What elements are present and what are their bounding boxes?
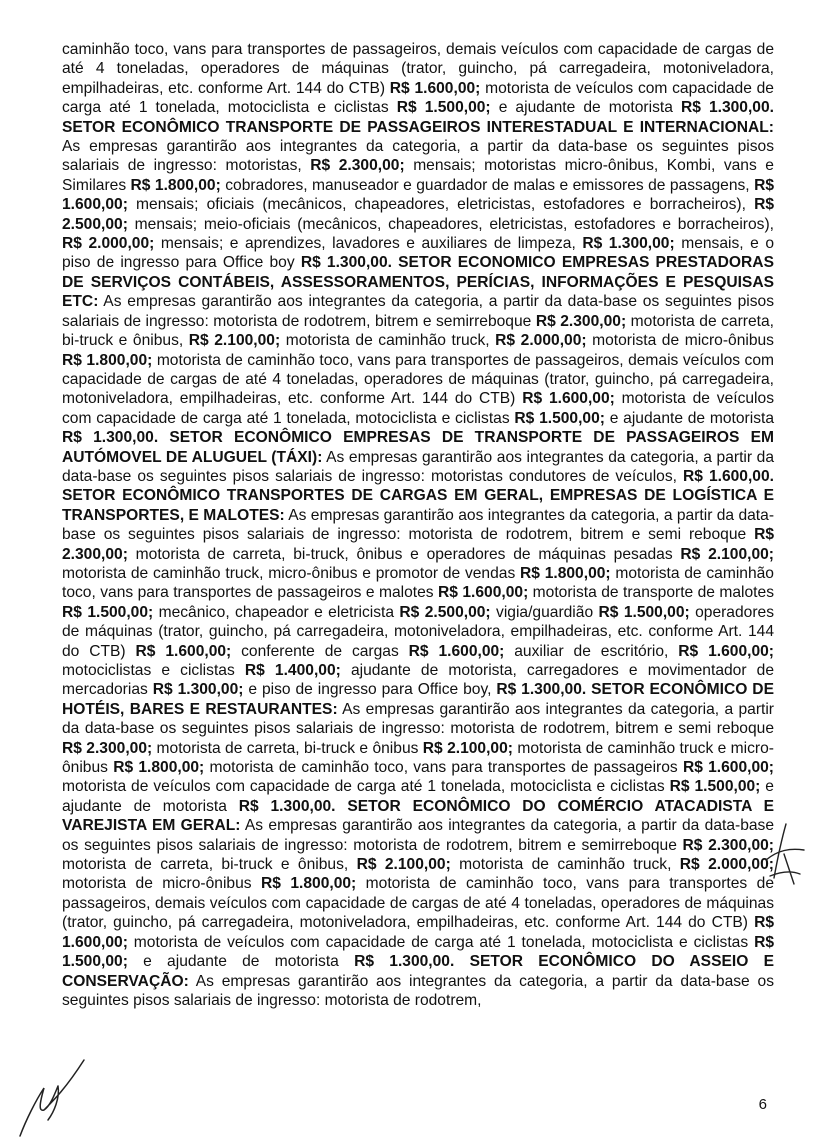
text-segment: conferente de cargas: [231, 642, 409, 660]
text-segment: mensais; meio-oficiais (mecânicos, chapeadores, eletricistas, estofadores e borracheiros),: [127, 215, 774, 233]
bold-text-segment: R$ 1.500,00;: [396, 99, 491, 117]
bold-text-segment: R$ 1.600,00;: [389, 79, 481, 97]
text-segment: motorista de veículos com capacidade de carga até 1 tonelada, motociclista e ciclistas: [62, 778, 670, 796]
bold-text-segment: R$ 1.600,00;: [682, 759, 774, 777]
bold-text-segment: SETOR ECONÔMICO DE HOTÉIS, BARES E RESTAURANTES:: [62, 681, 774, 718]
text-segment: caminhão toco, vans para transportes de passageiros, demais veículos com capacidade de cargas de até 4 toneladas, operadores de máquinas (trator, guincho, pá carregadeira, motoniveladora, empilhadeiras, etc. conforme Art. 144 do CTB): [62, 41, 774, 97]
text-segment: motorista de caminhão toco, vans para transportes de passageiros, demais veículos com capacidade de cargas de até 4 toneladas, operadores de máquinas (trator, guincho, pá carregadeira, motoniveladora, empilhadeiras, etc. conforme Art. 144 do CTB): [62, 875, 774, 932]
text-segment: As empresas garantirão aos integrantes da categoria, a partir da data-base os seguintes pisos salariais de ingresso: motorista de rodotrem, bitrem e semirreboque: [62, 293, 774, 330]
text-segment: motociclistas e ciclistas: [62, 662, 245, 679]
text-segment: e ajudante de motorista: [127, 953, 355, 971]
text-segment: vigia/guardião: [490, 603, 599, 621]
bold-text-segment: R$ 1.500,00;: [514, 409, 605, 427]
text-segment: motorista de caminhão truck, micro-ônibus e promotor de vendas: [62, 564, 521, 582]
bold-text-segment: R$ 1.600,00;: [135, 642, 232, 660]
text-segment: As empresas garantirão aos integrantes da categoria, a partir da data-base os seguintes pisos salariais de ingresso: motorista de rodotrem, bitrem e semi reboque: [62, 700, 774, 738]
bold-text-segment: R$ 2.300,00;: [682, 836, 774, 854]
text-segment: cobradores, manuseador e guardador de malas e emissores de passagens,: [220, 176, 755, 194]
bold-text-segment: R$ 2.300,00;: [310, 157, 405, 175]
text-segment: e ajudante de motorista: [604, 409, 774, 427]
text-segment: As empresas garantirão aos integrantes da categoria, a partir da data-base os seguintes pisos salariais de ingresso: motoristas condutores de veículos,: [62, 448, 774, 485]
text-segment: motorista de veículos com capacidade de carga até 1 tonelada, motociclista e ciclistas: [62, 390, 774, 427]
text-segment: auxiliar de escritório,: [504, 642, 679, 660]
text-segment: mensais; e aprendizes, lavadores e auxiliares de limpeza,: [154, 235, 583, 253]
text-segment: motorista de micro-ônibus: [586, 332, 774, 350]
text-segment: mensais; motoristas micro-ônibus, Kombi, vans e Similares: [62, 157, 774, 194]
text-segment: motorista de carreta, bi-truck e ônibus,: [62, 312, 774, 350]
text-segment: motorista de caminhão toco, vans para transportes de passageiros, demais veículos com capacidade de cargas de até 4 toneladas, operadores de máquinas (trator, guincho, pá carregadeira, motoniveladora, empilhadeiras, etc. conforme Art. 144 do CTB): [62, 351, 774, 408]
bold-text-segment: R$ 2.100,00;: [356, 856, 451, 874]
text-segment: As empresas garantirão aos integrantes da categoria, a partir da data-base os seguintes pisos salariais de ingresso: motorista de rodotrem, bitrem e semi reboque: [62, 506, 775, 544]
text-segment: motorista de caminhão toco, vans para transportes de passageiros e malotes: [62, 564, 774, 602]
text-segment: mensais; oficiais (mecânicos, chapeadores, eletricistas, estofadores e borracheiros),: [127, 196, 755, 214]
bold-text-segment: R$ 1.800,00;: [130, 176, 221, 194]
text-segment: motorista de caminhão truck,: [450, 856, 680, 874]
text-segment: As empresas garantirão aos integrantes da categoria, a partir da data-base os seguintes pisos salariais de ingresso: motoristas,: [62, 138, 774, 175]
text-segment: As empresas garantirão aos integrantes da categoria, a partir da data-base os seguintes pisos salariais de ingresso: motorista de rodotrem, bitrem e semirreboque: [62, 817, 775, 854]
bold-text-segment: R$ 2.500,00;: [399, 603, 491, 621]
text-segment: operadores de máquinas (trator, guincho, pá carregadeira, motoniveladora, empilhadeiras, etc. conforme Art. 144 do CTB): [62, 603, 774, 660]
bold-text-segment: R$ 2.000,00;: [495, 332, 587, 350]
bold-text-segment: R$ 1.600,00;: [62, 914, 774, 951]
bold-text-segment: R$ 1.500,00;: [62, 933, 774, 971]
text-segment: e piso de ingresso para Office boy,: [243, 681, 497, 699]
bold-text-segment: R$ 2.000,00;: [679, 856, 774, 874]
text-segment: mensais, e o piso de ingresso para Office boy: [62, 235, 774, 272]
bold-text-segment: R$ 1.300,00.: [496, 681, 587, 699]
bold-text-segment: R$ 1.500,00;: [598, 603, 690, 621]
bold-text-segment: R$ 1.300,00;: [582, 235, 675, 253]
text-segment: ajudante de motorista, carregadores e movimentador de mercadorias: [62, 662, 774, 699]
bold-text-segment: R$ 2.300,00;: [62, 526, 774, 563]
text-segment: e ajudante de motorista: [490, 99, 681, 117]
bold-text-segment: R$ 1.800,00;: [520, 564, 611, 582]
bold-text-segment: R$ 1.600,00;: [678, 642, 774, 660]
text-segment: motorista de transporte de malotes: [528, 584, 774, 602]
text-segment: motorista de carreta, bi-truck e ônibus,: [62, 856, 357, 874]
bold-text-segment: R$ 1.300,00.: [354, 953, 455, 971]
bold-text-segment: R$ 2.500,00;: [62, 196, 774, 233]
initials-signature-right: [760, 820, 808, 890]
bold-text-segment: R$ 1.800,00;: [261, 875, 357, 893]
bold-text-segment: R$ 1.300,00.: [680, 99, 774, 117]
bold-text-segment: SETOR ECONOMICO EMPRESAS PRESTADORAS DE SERVIÇOS CONTÁBEIS, ASSESSORAMENTOS, PERÍCIAS, INFORMAÇÕES E PESQUISAS ETC:: [62, 254, 774, 311]
text-segment: motorista de veículos com capacidade de carga até 1 tonelada, motociclista e ciclistas: [62, 79, 774, 117]
bold-text-segment: R$ 1.600,00;: [438, 584, 529, 602]
document-body: [62, 40, 774, 1010]
text-segment: motorista de veículos com capacidade de carga até 1 tonelada, motociclista e ciclistas: [127, 933, 755, 951]
bold-text-segment: SETOR ECONÔMICO EMPRESAS DE TRANSPORTE DE PASSAGEIROS EM AUTÓMOVEL DE ALUGUEL (TÁXI):: [62, 429, 774, 466]
bold-text-segment: R$ 1.600,00;: [62, 176, 774, 214]
text-segment: mecânico, chapeador e eletricista: [153, 603, 400, 621]
bold-text-segment: SETOR ECONÔMICO DO COMÉRCIO ATACADISTA E VAREJISTA EM GERAL:: [62, 797, 774, 835]
text-segment: motorista de carreta, bi-truck e ônibus: [152, 739, 423, 757]
bold-text-segment: R$ 1.300,00.: [238, 797, 336, 815]
bold-text-segment: R$ 1.300,00.: [300, 254, 392, 272]
bold-text-segment: R$ 1.500,00;: [669, 778, 761, 796]
initials-signature-left: [14, 1040, 94, 1140]
bold-text-segment: R$ 1.300,00.: [62, 429, 159, 447]
text-segment: motorista de micro-ônibus: [62, 875, 261, 893]
text-segment: motorista de caminhão toco, vans para transportes de passageiros: [204, 759, 683, 777]
bold-text-segment: R$ 1.600,00.: [683, 467, 774, 485]
bold-text-segment: R$ 2.000,00;: [62, 235, 155, 253]
bold-text-segment: R$ 2.100,00;: [422, 739, 513, 757]
bold-text-segment: R$ 2.100,00;: [188, 332, 281, 350]
bold-text-segment: R$ 2.300,00;: [62, 739, 153, 757]
bold-text-segment: R$ 2.100,00;: [680, 545, 774, 563]
bold-text-segment: R$ 1.300,00;: [152, 681, 244, 699]
text-segment: [454, 953, 469, 970]
text-segment: As empresas garantirão aos integrantes da categoria, a partir da data-base os seguintes pisos salariais de ingresso: motorista de rodotrem,: [62, 972, 774, 1009]
bold-text-segment: SETOR ECONÔMICO TRANSPORTES DE CARGAS EM GERAL, EMPRESAS DE LOGÍSTICA E TRANSPORTES, E MALOTES:: [62, 487, 774, 524]
text-segment: [336, 798, 348, 815]
bold-text-segment: R$ 2.300,00;: [535, 312, 627, 330]
text-segment: motorista de caminhão truck,: [280, 332, 496, 350]
text-segment: motorista de carreta, bi-truck, ônibus e operadores de máquinas pesadas: [127, 545, 681, 563]
bold-text-segment: SETOR ECONÔMICO DO ASSEIO E CONSERVAÇÃO:: [62, 953, 774, 990]
bold-text-segment: R$ 1.800,00;: [113, 759, 205, 777]
bold-text-segment: R$ 1.400,00;: [244, 662, 341, 679]
text-segment: motorista de caminhão truck e micro-ônibus: [62, 739, 774, 777]
bold-text-segment: R$ 1.600,00;: [522, 390, 615, 408]
bold-text-segment: R$ 1.500,00;: [62, 603, 154, 621]
text-segment: [158, 429, 169, 446]
text-segment: e ajudante de motorista: [62, 778, 774, 815]
bold-text-segment: SETOR ECONÔMICO TRANSPORTE DE PASSAGEIROS INTERESTADUAL E INTERNACIONAL:: [62, 118, 774, 136]
bold-text-segment: R$ 1.800,00;: [62, 351, 153, 369]
page-number: 6: [758, 1096, 767, 1113]
bold-text-segment: R$ 1.600,00;: [408, 642, 505, 660]
